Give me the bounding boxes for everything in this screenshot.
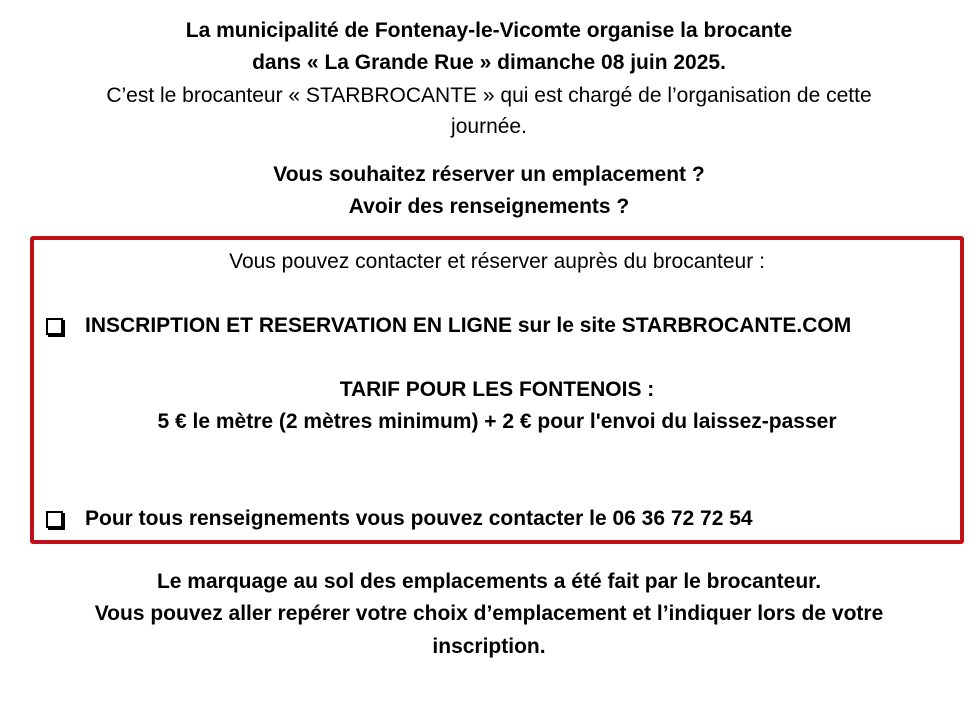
online-registration-text: INSCRIPTION ET RESERVATION EN LIGNE sur le site STARBROCANTE.COM — [85, 314, 852, 337]
checkbox-icon — [46, 318, 63, 335]
question-line-1: Vous souhaitez réserver un emplacement ? — [273, 163, 705, 186]
intro-line-1: La municipalité de Fontenay-le-Vicomte organise la brocante — [185, 19, 793, 42]
tarif-title: TARIF POUR LES FONTENOIS : — [339, 378, 655, 401]
footer-line-1: Le marquage au sol des emplacements a été fait par le brocanteur. — [156, 570, 822, 593]
intro-line-2: dans « La Grande Rue » dimanche 08 juin 2025. — [252, 51, 726, 74]
intro-line-3: C’est le brocanteur « STARBROCANTE » qui est chargé de l’organisation de cette — [106, 84, 872, 107]
phone-contact-item — [46, 503, 946, 535]
checkbox-icon — [46, 511, 63, 528]
phone-contact-text: Pour tous renseignements vous pouvez contacter le 06 36 72 72 54 — [85, 507, 753, 530]
contact-heading: Vous pouvez contacter et réserver auprès du brocanteur : — [229, 250, 765, 273]
intro-line-4: journée. — [451, 115, 527, 138]
footer-line-3: inscription. — [432, 635, 546, 658]
online-registration-item — [46, 310, 946, 342]
question-line-2: Avoir des renseignements ? — [348, 195, 630, 218]
contact-box — [30, 236, 964, 544]
tarif-detail: 5 € le mètre (2 mètres minimum) + 2 € pour l'envoi du laissez-passer — [157, 410, 837, 433]
footer-line-2: Vous pouvez aller repérer votre choix d’emplacement et l’indiquer lors de votre — [94, 602, 884, 625]
